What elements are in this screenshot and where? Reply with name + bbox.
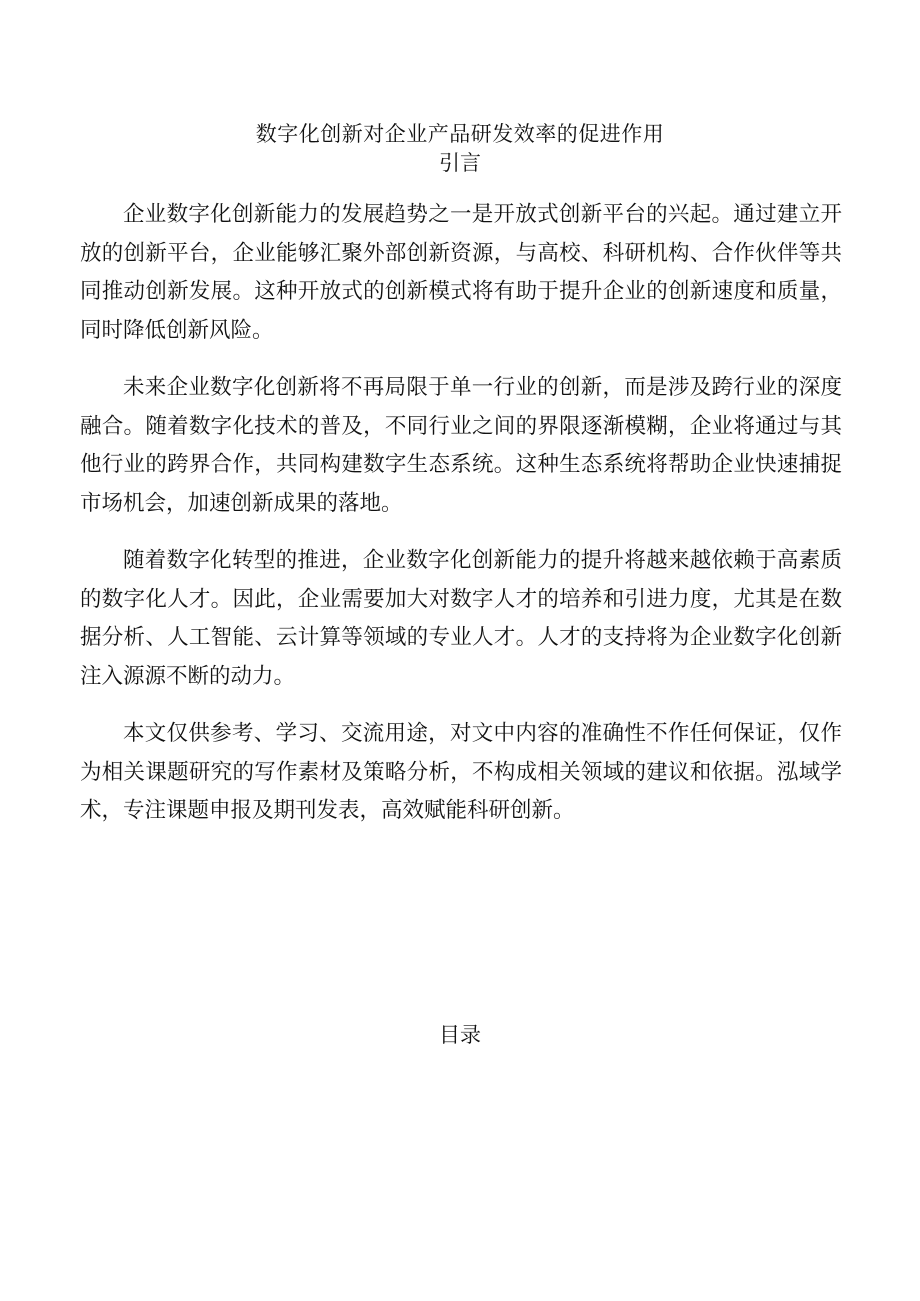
paragraph-digital-talent: 随着数字化转型的推进，企业数字化创新能力的提升将越来越依赖于高素质的数字化人才。因此，企业需要加大对数字人才的培养和引进力度，尤其是在数据分析、人工智能、云计算等领域的专业人才。人才的支持将为企业数字化创新注入源源不断的动力。 — [80, 548, 842, 689]
paragraph-disclaimer: 本文仅供参考、学习、交流用途，对文中内容的准确性不作任何保证，仅作为相关课题研究的写作素材及策略分析，不构成相关领域的建议和依据。泓域学术，专注课题申报及期刊发表，高效赋能科研创新。 — [80, 721, 842, 823]
paragraph-open-innovation: 企业数字化创新能力的发展趋势之一是开放式创新平台的兴起。通过建立开放的创新平台，企业能够汇聚外部创新资源，与高校、科研机构、合作伙伴等共同推动创新发展。这种开放式的创新模式将有助于提升企业的创新速度和质量，同时降低创新风险。 — [80, 202, 842, 343]
intro-heading: 引言 — [439, 151, 481, 175]
paragraph-cross-industry: 未来企业数字化创新将不再局限于单一行业的创新，而是涉及跨行业的深度融合。随着数字化技术的普及，不同行业之间的界限逐渐模糊，企业将通过与其他行业的跨界合作，共同构建数字生态系统。这种生态系统将帮助企业快速捕捉市场机会，加速创新成果的落地。 — [80, 375, 842, 516]
body-text — [80, 196, 842, 831]
toc-heading: 目录 — [439, 1023, 481, 1047]
document-title: 数字化创新对企业产品研发效率的促进作用 — [255, 122, 665, 146]
